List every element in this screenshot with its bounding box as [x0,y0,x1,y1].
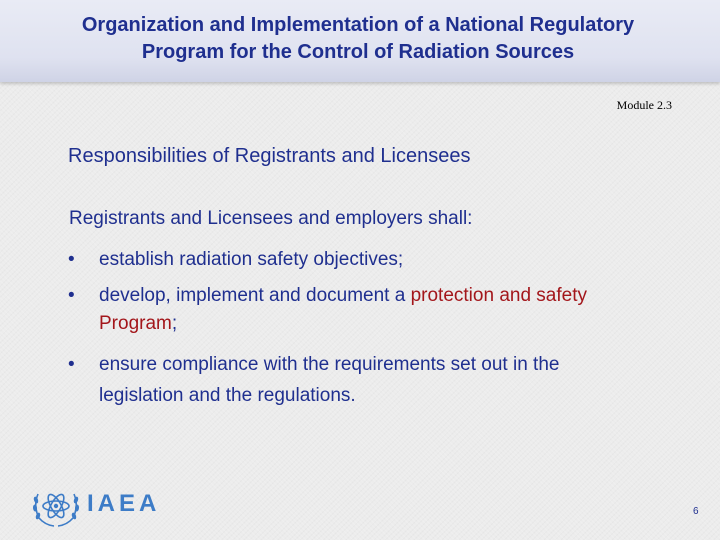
bullet-marker: • [68,354,75,375]
page-number: 6 [693,506,699,517]
bullet-text: ensure compliance with the requirements set out in the legislation and the regulations. [99,354,560,406]
title-line-2: Program for the Control of Radiation Sources [141,41,575,63]
bullet-text-prefix: develop, implement and document a [99,285,411,306]
bullet-marker: • [68,285,75,306]
bullet-list [68,246,628,411]
iaea-logo-text: IAEA [87,490,161,517]
bullet-item [68,282,628,338]
section-heading: Responsibilities of Registrants and Licensees [68,145,471,167]
bullet-text-suffix: ; [171,313,178,334]
bullet-item [68,246,628,274]
bullet-marker: • [68,249,75,270]
highlighted-term: protection and safety Program [99,285,587,334]
iaea-emblem-icon [30,484,82,528]
title-line-1: Organization and Implementation of a National Regulatory [81,14,635,36]
bullet-text: establish radiation safety objectives; [99,249,404,270]
intro-text: Registrants and Licensees and employers shall: [69,208,473,229]
module-label: Module 2.3 [616,98,672,112]
title-banner [0,0,720,82]
slide-title [0,12,716,66]
bullet-item [68,349,628,411]
